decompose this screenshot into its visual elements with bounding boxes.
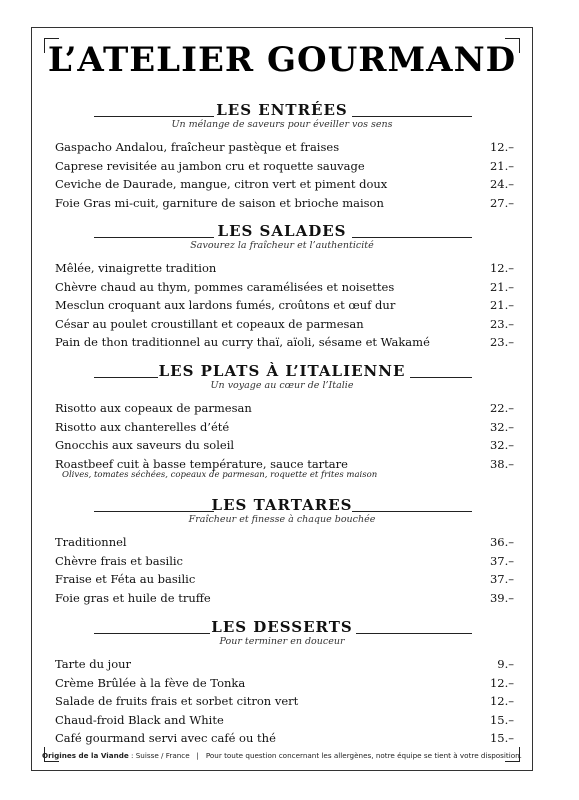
section-salades — [32, 222, 532, 354]
menu-item — [32, 657, 532, 676]
divider-line — [352, 116, 472, 117]
section-header — [32, 222, 532, 242]
menu-item — [32, 713, 532, 732]
section-desserts — [32, 618, 532, 750]
section-title: LES SALADES — [217, 222, 347, 240]
section-subtitle: Pour terminer en douceur — [219, 636, 345, 647]
item-price: 9.– — [497, 657, 514, 671]
item-name: Fraise et Féta au basilic — [55, 572, 196, 587]
item-list — [32, 657, 532, 750]
menu-item — [32, 731, 532, 750]
item-price: 12.– — [489, 694, 514, 709]
item-price: 15.– — [489, 731, 514, 746]
item-price: 22.– — [489, 401, 514, 415]
footer-separator: | — [196, 751, 199, 760]
section-header — [32, 101, 532, 121]
item-name: Chèvre chaud au thym, pommes caramélisées et noisettes — [55, 279, 395, 294]
divider-line — [410, 377, 472, 378]
item-note-row — [32, 470, 532, 487]
section-title: LES PLATS À L’ITALIENNE — [158, 362, 406, 380]
section-subtitle: Un mélange de saveurs pour éveiller vos sens — [171, 119, 393, 130]
section-title: LES TARTARES — [211, 496, 353, 514]
item-price: 32.– — [489, 419, 514, 434]
item-name: Salade de fruits frais et sorbet citron vert — [55, 694, 299, 709]
item-price: 12.– — [489, 140, 514, 154]
item-price: 27.– — [489, 195, 514, 210]
item-price: 12.– — [489, 675, 514, 690]
item-name: Roastbeef cuit à basse température, sauce tartare — [55, 456, 348, 471]
item-name: Foie gras et huile de truffe — [55, 590, 211, 605]
item-name: César au poulet croustillant et copeaux de parmesan — [55, 316, 364, 331]
divider-line — [352, 511, 472, 512]
item-name: Caprese revisitée au jambon cru et roquette sauvage — [55, 158, 365, 173]
restaurant-title: L’ATELIER GOURMAND — [47, 40, 517, 80]
item-price: 37.– — [489, 572, 514, 587]
menu-item — [32, 317, 532, 336]
item-name: Traditionnel — [55, 535, 127, 549]
item-name: Foie Gras mi-cuit, garniture de saison et brioche maison — [55, 195, 384, 210]
item-name: Gaspacho Andalou, fraîcheur pastèque et fraises — [55, 140, 340, 154]
section-subtitle: Un voyage au cœur de l’Italie — [210, 380, 354, 391]
menu-item — [32, 572, 532, 591]
item-price: 24.– — [489, 177, 514, 192]
item-name: Mêlée, vinaigrette tradition — [55, 261, 217, 275]
item-price: 37.– — [489, 553, 514, 568]
divider-line — [356, 633, 472, 634]
menu-item — [32, 298, 532, 317]
item-list — [32, 535, 532, 609]
item-name: Gnocchis aux saveurs du soleil — [55, 438, 235, 453]
footer-allergen-text: Pour toute question concernant les allergènes, notre équipe se tient à votre disposition. — [205, 751, 522, 760]
footer-origin-label: Origines de la Viande — [42, 751, 129, 760]
menu-page — [31, 27, 533, 771]
menu-item — [32, 401, 532, 420]
menu-item — [32, 280, 532, 299]
item-name: Risotto aux copeaux de parmesan — [55, 401, 252, 415]
section-title: LES ENTRÉES — [216, 101, 348, 119]
menu-item — [32, 196, 532, 215]
item-name: Café gourmand servi avec café ou thé — [55, 731, 276, 746]
section-title: LES DESSERTS — [211, 618, 353, 636]
item-price: 39.– — [489, 590, 514, 605]
menu-item — [32, 335, 532, 354]
section-header — [32, 362, 532, 382]
item-price: 36.– — [489, 535, 514, 549]
section-plats-italienne — [32, 362, 532, 487]
section-entrees — [32, 101, 532, 214]
section-subtitle: Savourez la fraîcheur et l’authenticité — [190, 240, 374, 251]
item-list — [32, 261, 532, 354]
item-price: 38.– — [489, 456, 514, 471]
section-tartares — [32, 496, 532, 609]
item-price: 21.– — [489, 298, 514, 313]
item-price: 32.– — [489, 438, 514, 453]
item-price: 21.– — [489, 279, 514, 294]
footer-note — [32, 751, 532, 760]
item-name: Risotto aux chanterelles d’été — [55, 419, 230, 434]
section-header — [32, 618, 532, 638]
menu-item — [32, 438, 532, 457]
menu-item — [32, 140, 532, 159]
menu-item — [32, 535, 532, 554]
item-name: Chèvre frais et basilic — [55, 553, 183, 568]
menu-item — [32, 420, 532, 439]
item-name: Tarte du jour — [55, 657, 132, 671]
item-price: 21.– — [489, 158, 514, 173]
section-subtitle: Fraîcheur et finesse à chaque bouchée — [188, 514, 376, 525]
item-list — [32, 401, 532, 487]
divider-line — [352, 237, 472, 238]
item-name: Mesclun croquant aux lardons fumés, croûtons et œuf dur — [55, 298, 396, 313]
menu-item — [32, 159, 532, 178]
item-name: Crème Brûlée à la fève de Tonka — [55, 675, 246, 690]
menu-item — [32, 694, 532, 713]
item-name: Pain de thon traditionnel au curry thaï, aïoli, sésame et Wakamé — [55, 335, 430, 350]
menu-item — [32, 676, 532, 695]
item-price: 23.– — [489, 335, 514, 350]
item-name: Chaud-froid Black and White — [55, 712, 224, 727]
section-header — [32, 496, 532, 516]
item-note: Olives, tomates séchées, copeaux de parmesan, roquette et frites maison — [62, 470, 378, 481]
menu-item — [32, 177, 532, 196]
item-list — [32, 140, 532, 214]
menu-item — [32, 554, 532, 573]
menu-item — [32, 591, 532, 610]
item-price: 23.– — [489, 316, 514, 331]
item-name: Ceviche de Daurade, mangue, citron vert et piment doux — [55, 177, 388, 192]
menu-item — [32, 261, 532, 280]
item-price: 12.– — [489, 261, 514, 275]
footer-origin-value: : Suisse / France — [128, 751, 190, 760]
item-price: 15.– — [489, 712, 514, 727]
